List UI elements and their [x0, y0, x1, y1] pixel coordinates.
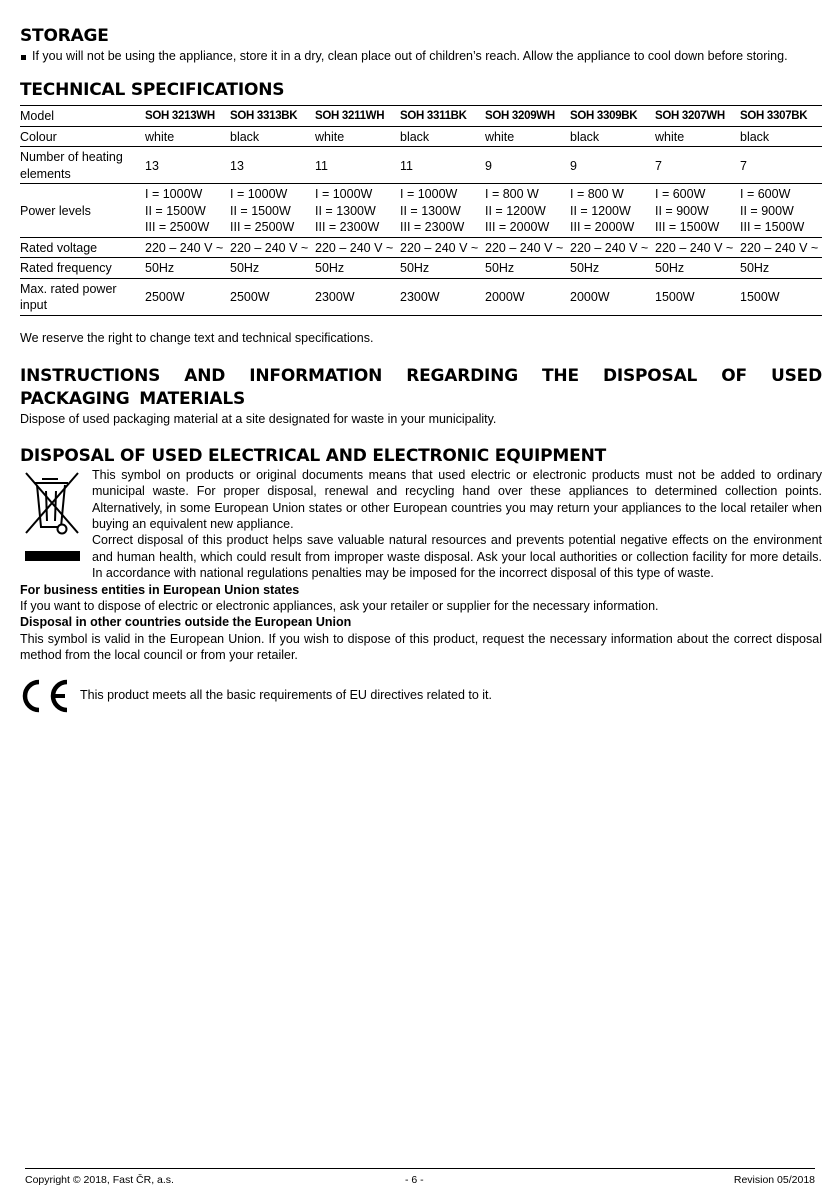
colour-cell: white — [655, 126, 740, 147]
power-cell: I = 1000W II = 1500W III = 2500W — [230, 184, 315, 238]
page-content — [20, 26, 822, 714]
row-label: Model — [20, 106, 145, 127]
row-heating-elements — [20, 147, 822, 184]
elements-cell: 9 — [485, 147, 570, 184]
disposal-paragraph: Correct disposal of this product helps save valuable natural resources and prevents potential negative effects on the environment and human health, which could result from improper waste disposal. Ask your local authorities or collection facility for more details. In accordance with national regulations penalties may be imposed for the incorrect disposal of this type of waste. — [92, 533, 822, 581]
row-colour — [20, 126, 822, 147]
footer-copyright: Copyright © 2018, Fast ČR, a.s. — [25, 1174, 174, 1186]
row-power-levels — [20, 184, 822, 238]
tech-specs-heading: TECHNICAL SPECIFICATIONS — [20, 80, 285, 101]
frequency-cell: 50Hz — [485, 258, 570, 279]
colour-cell: white — [315, 126, 400, 147]
elements-cell: 9 — [570, 147, 655, 184]
max-power-cell: 2300W — [315, 278, 400, 315]
weee-text — [92, 467, 822, 582]
voltage-cell: 220 – 240 V ~ — [315, 237, 400, 258]
voltage-cell: 220 – 240 V ~ — [485, 237, 570, 258]
max-power-cell: 2300W — [400, 278, 485, 315]
model-cell: SOH 3207WH — [655, 106, 740, 127]
colour-cell: white — [485, 126, 570, 147]
frequency-cell: 50Hz — [400, 258, 485, 279]
model-cell: SOH 3307BK — [740, 106, 822, 127]
row-label: Power levels — [20, 184, 145, 238]
voltage-cell: 220 – 240 V ~ — [655, 237, 740, 258]
spec-table — [20, 105, 822, 316]
model-cell: SOH 3313BK — [230, 106, 315, 127]
max-power-cell: 1500W — [740, 278, 822, 315]
frequency-cell: 50Hz — [315, 258, 400, 279]
frequency-cell: 50Hz — [740, 258, 822, 279]
row-label: Max. rated power input — [20, 278, 145, 315]
max-power-cell: 2500W — [230, 278, 315, 315]
model-cell: SOH 3209WH — [485, 106, 570, 127]
voltage-cell: 220 – 240 V ~ — [740, 237, 822, 258]
power-cell: I = 600W II = 900W III = 1500W — [655, 184, 740, 238]
page-footer — [25, 1168, 815, 1186]
voltage-cell: 220 – 240 V ~ — [145, 237, 230, 258]
elements-cell: 7 — [655, 147, 740, 184]
elements-cell: 13 — [145, 147, 230, 184]
colour-cell: black — [570, 126, 655, 147]
model-cell: SOH 3213WH — [145, 106, 230, 127]
disposal-paragraph: This symbol on products or original documents means that used electric or electronic products must not be added to ordinary municipal waste. For proper disposal, renewal and recycling hand over these appliances to determined collection points. Alternatively, in some European Union states or other European countries you may return your appliances to the local retailer when buying an equivalent new appliance. — [92, 467, 822, 531]
storage-heading: STORAGE — [20, 26, 109, 46]
model-cell: SOH 3311BK — [400, 106, 485, 127]
power-cell: I = 800 W II = 1200W III = 2000W — [485, 184, 570, 238]
power-cell: I = 600W II = 900W III = 1500W — [740, 184, 822, 238]
max-power-cell: 2000W — [570, 278, 655, 315]
voltage-cell: 220 – 240 V ~ — [230, 237, 315, 258]
spec-note: We reserve the right to change text and technical specifications. — [20, 330, 374, 345]
row-label: Rated frequency — [20, 258, 145, 279]
storage-text: If you will not be using the appliance, store it in a dry, clean place out of children’s reach. Allow the appliance to cool down before storing. — [32, 49, 788, 63]
power-cell: I = 1000W II = 1300W III = 2300W — [400, 184, 485, 238]
weee-block — [20, 467, 822, 582]
row-label: Rated voltage — [20, 237, 145, 258]
row-label: Number of heating elements — [20, 147, 145, 184]
other-countries-text: This symbol is valid in the European Union. If you wish to dispose of this product, request the necessary information about the correct disposal method from the local council or from your retailer. — [20, 631, 822, 663]
elements-cell: 7 — [740, 147, 822, 184]
frequency-cell: 50Hz — [230, 258, 315, 279]
voltage-cell: 220 – 240 V ~ — [400, 237, 485, 258]
packaging-heading: INSTRUCTIONS AND INFORMATION REGARDING THE DISPOSAL OF USED PACKAGING MATERIALS — [20, 366, 822, 410]
disposal-heading: DISPOSAL OF USED ELECTRICAL AND ELECTRONIC EQUIPMENT — [20, 445, 606, 466]
eu-text: If you want to dispose of electric or electronic appliances, ask your retailer or supplier for the necessary information. — [20, 598, 659, 613]
power-cell: I = 1000W II = 1300W III = 2300W — [315, 184, 400, 238]
colour-cell: white — [145, 126, 230, 147]
row-rated-frequency — [20, 258, 822, 279]
frequency-cell: 50Hz — [570, 258, 655, 279]
max-power-cell: 2000W — [485, 278, 570, 315]
ce-mark-icon — [20, 678, 70, 714]
bullet-icon — [21, 55, 26, 60]
footer-page-number: - 6 - — [405, 1174, 424, 1186]
frequency-cell: 50Hz — [145, 258, 230, 279]
other-countries-heading: Disposal in other countries outside the European Union — [20, 615, 352, 630]
colour-cell: black — [400, 126, 485, 147]
row-rated-voltage — [20, 237, 822, 258]
colour-cell: black — [230, 126, 315, 147]
frequency-cell: 50Hz — [655, 258, 740, 279]
model-cell: SOH 3211WH — [315, 106, 400, 127]
row-max-power — [20, 278, 822, 315]
power-cell: I = 1000W II = 1500W III = 2500W — [145, 184, 230, 238]
crossed-bin-icon — [20, 467, 86, 577]
row-label: Colour — [20, 126, 145, 147]
packaging-text: Dispose of used packaging material at a site designated for waste in your municipality. — [20, 412, 497, 427]
voltage-cell: 220 – 240 V ~ — [570, 237, 655, 258]
eu-heading: For business entities in European Union states — [20, 582, 300, 597]
model-cell: SOH 3309BK — [570, 106, 655, 127]
ce-block — [20, 678, 822, 714]
ce-text: This product meets all the basic requirements of EU directives related to it. — [80, 688, 492, 703]
elements-cell: 13 — [230, 147, 315, 184]
elements-cell: 11 — [315, 147, 400, 184]
max-power-cell: 2500W — [145, 278, 230, 315]
max-power-cell: 1500W — [655, 278, 740, 315]
storage-item — [20, 48, 822, 64]
power-cell: I = 800 W II = 1200W III = 2000W — [570, 184, 655, 238]
row-model — [20, 106, 822, 127]
elements-cell: 11 — [400, 147, 485, 184]
colour-cell: black — [740, 126, 822, 147]
weee-symbol — [20, 467, 92, 582]
footer-revision: Revision 05/2018 — [733, 1174, 815, 1186]
